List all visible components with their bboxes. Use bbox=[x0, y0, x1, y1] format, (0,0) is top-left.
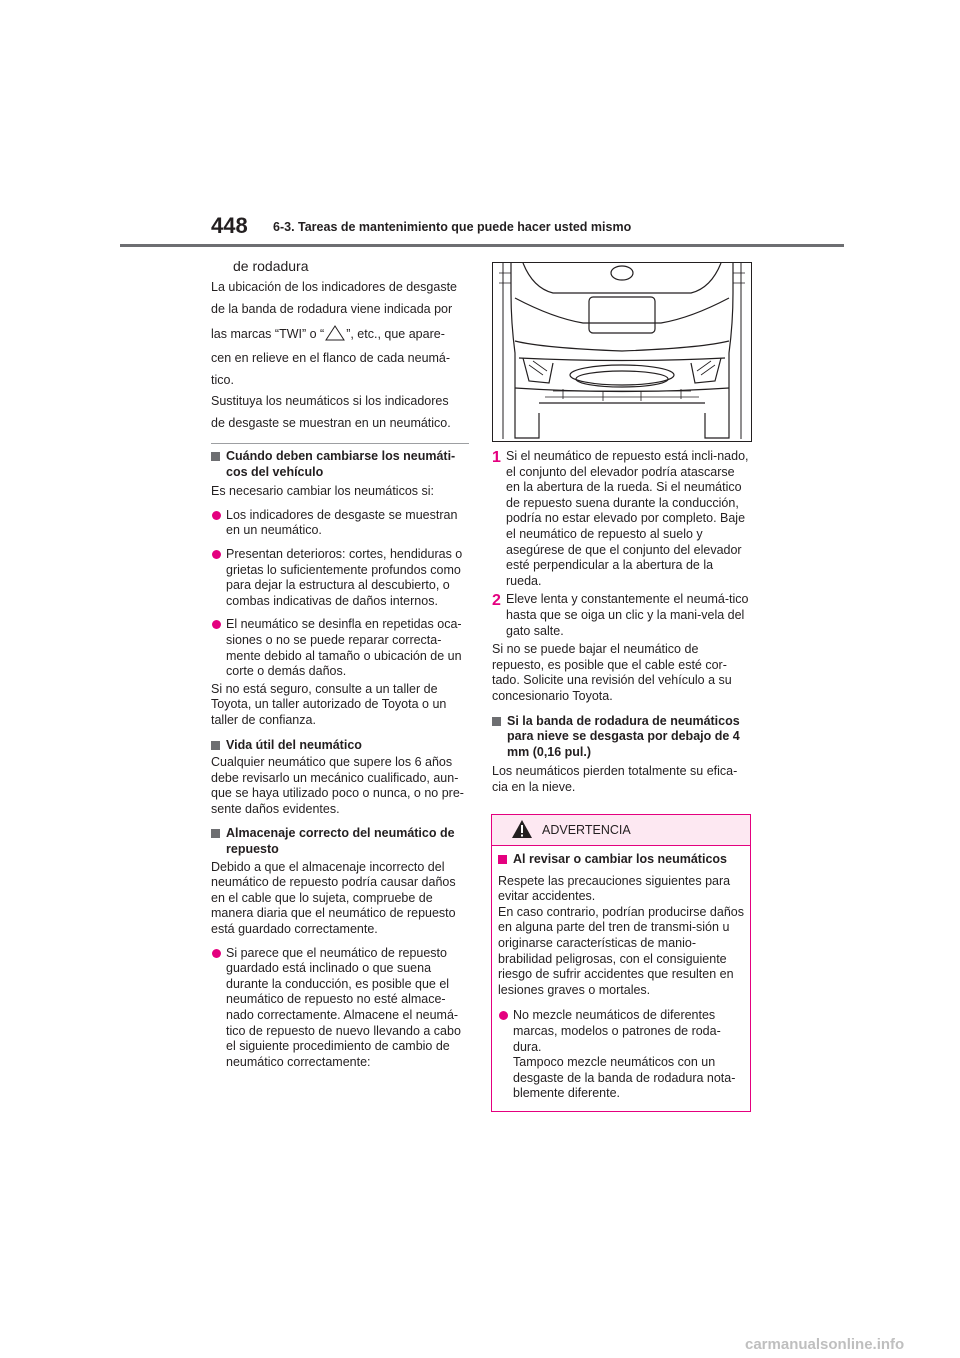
left-column bbox=[211, 449, 469, 1070]
heading-text: Almacenaje correcto del neumático de repuesto bbox=[226, 826, 455, 857]
circle-bullet-icon bbox=[499, 1011, 508, 1020]
text-line: tico. bbox=[211, 372, 234, 387]
heading-text: Si la banda de rodadura de neumáticos para nieve se desgasta por debajo de 4 mm (0,16 pul.) bbox=[507, 713, 740, 759]
heading-tire-life bbox=[211, 738, 469, 754]
warning-icon bbox=[511, 819, 533, 844]
top-heading-tail: de rodadura bbox=[233, 258, 309, 274]
warning-header bbox=[492, 815, 750, 846]
triangle-mark-icon bbox=[324, 325, 346, 341]
square-bullet-icon bbox=[211, 829, 220, 838]
text-line: La ubicación de los indicadores de desgaste bbox=[211, 280, 458, 294]
text-line: de desgaste se muestran en un neumático. bbox=[211, 415, 451, 430]
heading-text: Vida útil del neumático bbox=[226, 737, 362, 752]
list-item-text: No mezcle neumáticos de diferentes marcas, modelos o patrones de roda-dura. Tampoco mezcle neumáticos con un desgaste de la banda de rodadura nota-blemente diferente. bbox=[513, 1008, 736, 1101]
heading-text: Al revisar o cambiar los neumáticos bbox=[513, 852, 727, 866]
heading-warning bbox=[498, 852, 744, 868]
text-segment: ”, etc., que apare- bbox=[346, 327, 445, 341]
list-item-text: El neumático se desinfla en repetidas oca-siones o no se puede reparar correcta-mente debido al tamaño o ubicación de un corte o demás daños. bbox=[226, 617, 462, 679]
heading-snow-tires bbox=[492, 714, 750, 761]
warning-label: ADVERTENCIA bbox=[542, 823, 631, 837]
step-number: 1 bbox=[492, 449, 501, 466]
list-item-text: Si parece que el neumático de repuesto guardado está inclinado o que suena durante la conducción, es posible que el neumático de repuesto no esté almace-nado correctamente. Almacene el neumá-tico de repuesto de nuevo llevando a cabo el siguiente procedimiento de cambio de neumático correctamente: bbox=[226, 945, 461, 1069]
section-title: 6-3. Tareas de mantenimiento que puede hacer usted mismo bbox=[273, 220, 632, 234]
header-rule bbox=[120, 244, 844, 247]
warning-text: Respete las precauciones siguientes para evitar accidentes. En caso contrario, podrían producirse daños en alguna parte del tren de transmi-sión u originarse características de manio-brabilidad peligrosas, con el consiguiente riesgo de sufrir accidentes que resulten en lesiones graves o mortales. bbox=[498, 873, 744, 997]
section-divider bbox=[211, 443, 469, 444]
list-item bbox=[211, 946, 469, 1071]
text-segment: las marcas “TWI” o “ bbox=[211, 327, 325, 341]
intro-text: Es necesario cambiar los neumáticos si: bbox=[211, 484, 435, 499]
text-line: Sustituya los neumáticos si los indicadores bbox=[211, 394, 449, 408]
step-text: Si el neumático de repuesto está incli-nado, el conjunto del elevador podría atascarse en la abertura de la rueda. Si el neumático de repuesto suena durante la conducción, podría no estar elevado por completo. Baje el neumático de repuesto al suelo y asegúrese de que el conjunto del elevador esté perpendicular a la abertura de la rueda. bbox=[506, 449, 749, 588]
circle-bullet-icon bbox=[212, 511, 221, 520]
step-1 bbox=[492, 449, 750, 589]
circle-bullet-icon bbox=[212, 550, 221, 559]
right-column bbox=[492, 449, 750, 795]
list-item bbox=[211, 508, 469, 539]
watermark: carmanualsonline.info bbox=[745, 1336, 905, 1353]
page-number: 448 bbox=[211, 213, 248, 238]
circle-bullet-icon bbox=[212, 949, 221, 958]
twi-mark-line bbox=[211, 322, 473, 347]
step-2 bbox=[492, 592, 750, 639]
warning-body bbox=[492, 846, 750, 1102]
body-text: Debido a que el almacenaje incorrecto del neumático de repuesto podría causar daños en el cable que lo sujeta, compruebe de manera diaria que el neumático de repuesto está guardado correctamente. bbox=[211, 859, 456, 937]
body-text: Los neumáticos pierden totalmente su efica-cia en la nieve. bbox=[492, 764, 738, 794]
list-item bbox=[211, 547, 469, 609]
square-bullet-icon bbox=[498, 855, 507, 864]
text-line: de la banda de rodadura viene indicada por bbox=[211, 301, 453, 316]
step-text: Eleve lenta y constantemente el neumá-tico hasta que se oiga un clic y la mani-vela del gato salte. bbox=[506, 592, 749, 638]
body-text: Si no se puede bajar el neumático de repuesto, es posible que el cable esté cor-tado. Solicite una revisión del vehículo a su concesionario Toyota. bbox=[492, 642, 732, 703]
heading-when-change bbox=[211, 449, 469, 480]
heading-text: Cuándo deben cambiarse los neumáti-cos del vehículo bbox=[226, 449, 456, 479]
step-number: 2 bbox=[492, 592, 501, 610]
outro-text: Si no está seguro, consulte a un taller de Toyota, un taller autorizado de Toyota o un taller de confianza. bbox=[211, 681, 447, 727]
circle-bullet-icon bbox=[212, 620, 221, 629]
square-bullet-icon bbox=[492, 717, 501, 726]
list-item-text: Los indicadores de desgaste se muestran en un neumático. bbox=[226, 507, 458, 538]
twi-paragraph bbox=[211, 277, 473, 434]
list-item-text: Presentan deterioros: cortes, hendiduras o grietas lo suficientemente profundos como para dejar la estructura al descubierto, o combas indicativas de daños internos. bbox=[226, 546, 463, 608]
square-bullet-icon bbox=[211, 452, 220, 461]
body-text: Cualquier neumático que supere los 6 años debe revisarlo un mecánico cualificado, aun-que se haya utilizado poco o nunca, o no pre-sente daños evidentes. bbox=[211, 755, 464, 816]
warning-box bbox=[491, 814, 751, 1112]
list-item bbox=[498, 1008, 744, 1102]
text-line: cen en relieve en el flanco de cada neumá- bbox=[211, 351, 451, 365]
vehicle-rear-illustration bbox=[492, 262, 752, 442]
list-item bbox=[211, 617, 469, 679]
heading-storage bbox=[211, 826, 469, 857]
square-bullet-icon bbox=[211, 741, 220, 750]
